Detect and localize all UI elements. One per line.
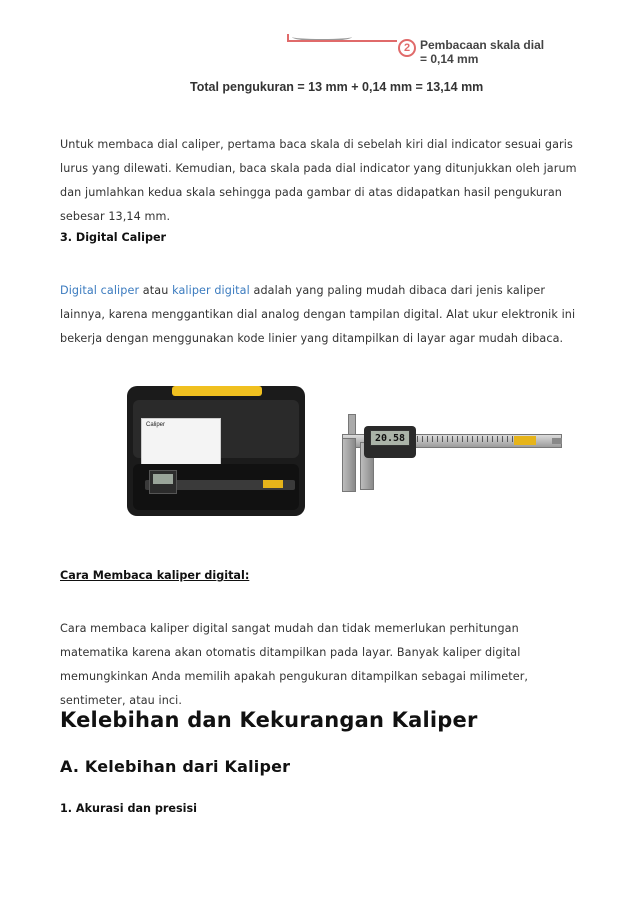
link-kaliper-digital[interactable]: kaliper digital [172, 284, 250, 297]
dial-reading-line-1: Pembacaan skala dial [420, 38, 545, 52]
heading-akurasi-presisi: 1. Akurasi dan presisi [60, 802, 197, 815]
caliper-upper-jaw [348, 414, 356, 436]
measurement-figure [0, 0, 638, 100]
case-tray [133, 464, 299, 510]
caliper-fixed-jaw [342, 438, 356, 492]
caliper-depth-rod [552, 438, 562, 444]
heading-kelebihan-kaliper: A. Kelebihan dari Kaliper [60, 757, 291, 776]
dial-reading-label [420, 38, 544, 66]
pointer-line [287, 40, 397, 42]
step-badge: 2 [398, 39, 416, 57]
tray-brand-label [263, 480, 283, 488]
caliper-case [127, 386, 305, 516]
text-digital-desc: adalah yang paling mudah dibaca dari jenis kaliper lainnya, karena menggantikan dial analog dengan tampilan digital. Alat ukur elektronik ini bekerja dengan menggunakan kode linier yang ditampilkan di layar agar mudah dibaca. [60, 284, 576, 345]
digital-caliper [332, 408, 562, 498]
total-measurement: Total pengukuran = 13 mm + 0,14 mm = 13,14 mm [190, 80, 484, 94]
caliper-manual [141, 418, 221, 470]
caliper-lcd-display: 20.58 [370, 430, 410, 446]
paragraph-digital-caliper [60, 279, 590, 351]
tray-caliper-screen [153, 474, 173, 484]
text-atau: atau [139, 284, 173, 297]
manual-title: Caliper [146, 422, 166, 428]
caliper-brand-label [514, 436, 536, 445]
case-lid [133, 400, 299, 458]
heading-kelebihan-kekurangan: Kelebihan dan Kekurangan Kaliper [60, 708, 478, 732]
heading-cara-membaca: Cara Membaca kaliper digital: [60, 569, 250, 582]
heading-digital-caliper: 3. Digital Caliper [60, 231, 167, 244]
case-handle [172, 386, 262, 396]
paragraph-dial-reading: Untuk membaca dial caliper, pertama baca skala di sebelah kiri dial indicator sesuai garis lurus yang dilewati. Kemudian, baca skala pada dial indicator yang ditunjukkan oleh jarum dan jumlahkan kedua skala sehingga pada gambar di atas didapatkan hasil pengukuran sebesar 13,14 mm. [60, 138, 577, 223]
digital-caliper-photo [127, 378, 562, 518]
dial-reading-line-2: = 0,14 mm [420, 52, 479, 66]
paragraph-cara-membaca: Cara membaca kaliper digital sangat mudah dan tidak memerlukan perhitungan matematika karena akan otomatis ditampilkan pada layar. Banyak kaliper digital memungkinkan Anda memilih apakah pengukuran ditampilkan sebagai milimeter, sentimeter, atau inci. [60, 622, 529, 707]
link-digital-caliper[interactable]: Digital caliper [60, 284, 140, 297]
